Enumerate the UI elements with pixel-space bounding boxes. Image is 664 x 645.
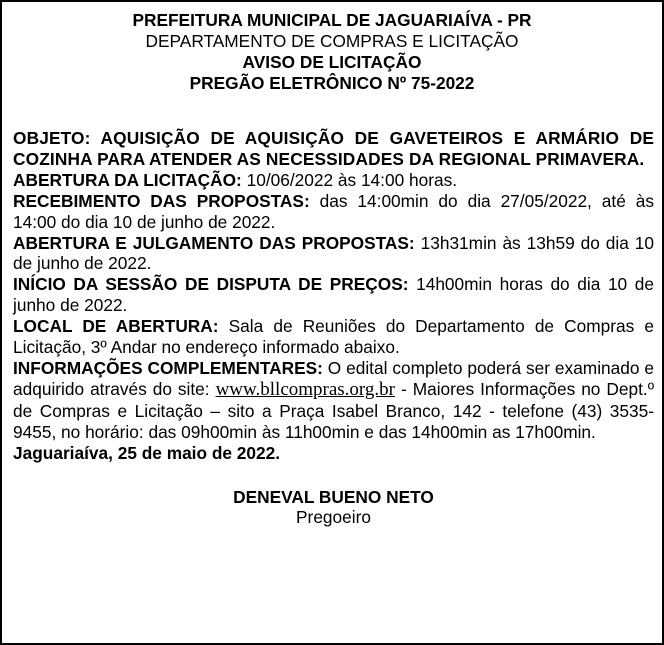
- julgamento-paragraph: [13, 233, 654, 275]
- inicio-label: INÍCIO DA SESSÃO DE DISPUTA DE PREÇOS:: [13, 274, 409, 295]
- abertura-text: 10/06/2022 às 14:00 horas.: [241, 169, 458, 190]
- abertura-label: ABERTURA DA LICITAÇÃO:: [13, 169, 242, 190]
- local-label: LOCAL DE ABERTURA:: [13, 316, 219, 337]
- signature-name: DENEVAL BUENO NETO: [233, 486, 434, 507]
- local-paragraph: [13, 316, 654, 358]
- site-link[interactable]: www.bllcompras.org.br: [215, 378, 395, 400]
- julgamento-label: ABERTURA E JULGAMENTO DAS PROPOSTAS:: [13, 232, 415, 253]
- recebimento-paragraph: [13, 191, 654, 233]
- info-paragraph: [13, 358, 654, 443]
- inicio-paragraph: [13, 274, 654, 316]
- signature-role: Pregoeiro: [296, 507, 371, 528]
- date-line: Jaguariaíva, 25 de maio de 2022.: [13, 442, 281, 463]
- julgamento-text: 13h31min às 13h59 do dia 10 de junho de 2022.: [13, 232, 654, 274]
- header-line-aviso: AVISO DE LICITAÇÃO: [242, 51, 422, 72]
- inicio-text: 14h00min horas do dia 10 de junho de 2022.: [13, 274, 654, 316]
- info-text-after: - Maiores Informações no Dept.º de Compras e Licitação – sito a Praça Isabel Branco, 142 - telefone (43) 3535-9455, no horário: das 09h00min às 11h00min e das 14h00min as 17h00min.: [13, 378, 655, 442]
- notice-header: [2, 10, 662, 94]
- signature-block: [13, 487, 654, 529]
- recebimento-label: RECEBIMENTO DAS PROPOSTAS:: [13, 190, 310, 211]
- header-line-pregao: PREGÃO ELETRÔNICO Nº 75-2022: [189, 72, 475, 93]
- local-text: Sala de Reuniões do Departamento de Compras e Licitação, 3º Andar no endereço informado abaixo.: [13, 316, 654, 358]
- info-text-before: O edital completo poderá ser examinado e adquirido através do site:: [13, 357, 654, 399]
- header-line-prefeitura: PREFEITURA MUNICIPAL DE JAGUARIAÍVA - PR: [132, 10, 532, 30]
- info-label: INFORMAÇÕES COMPLEMENTARES:: [13, 357, 323, 378]
- abertura-paragraph: [13, 170, 654, 191]
- objeto-paragraph: OBJETO: AQUISIÇÃO DE AQUISIÇÃO DE GAVETEIROS E ARMÁRIO DE COZINHA PARA ATENDER AS NECESSIDADES DA REGIONAL PRIMAVERA.: [13, 128, 654, 169]
- notice-body: [13, 128, 654, 528]
- header-line-departamento: DEPARTAMENTO DE COMPRAS E LICITAÇÃO: [145, 30, 519, 51]
- recebimento-text: das 14:00min do dia 27/05/2022, até às 14:00 do dia 10 de junho de 2022.: [13, 190, 654, 232]
